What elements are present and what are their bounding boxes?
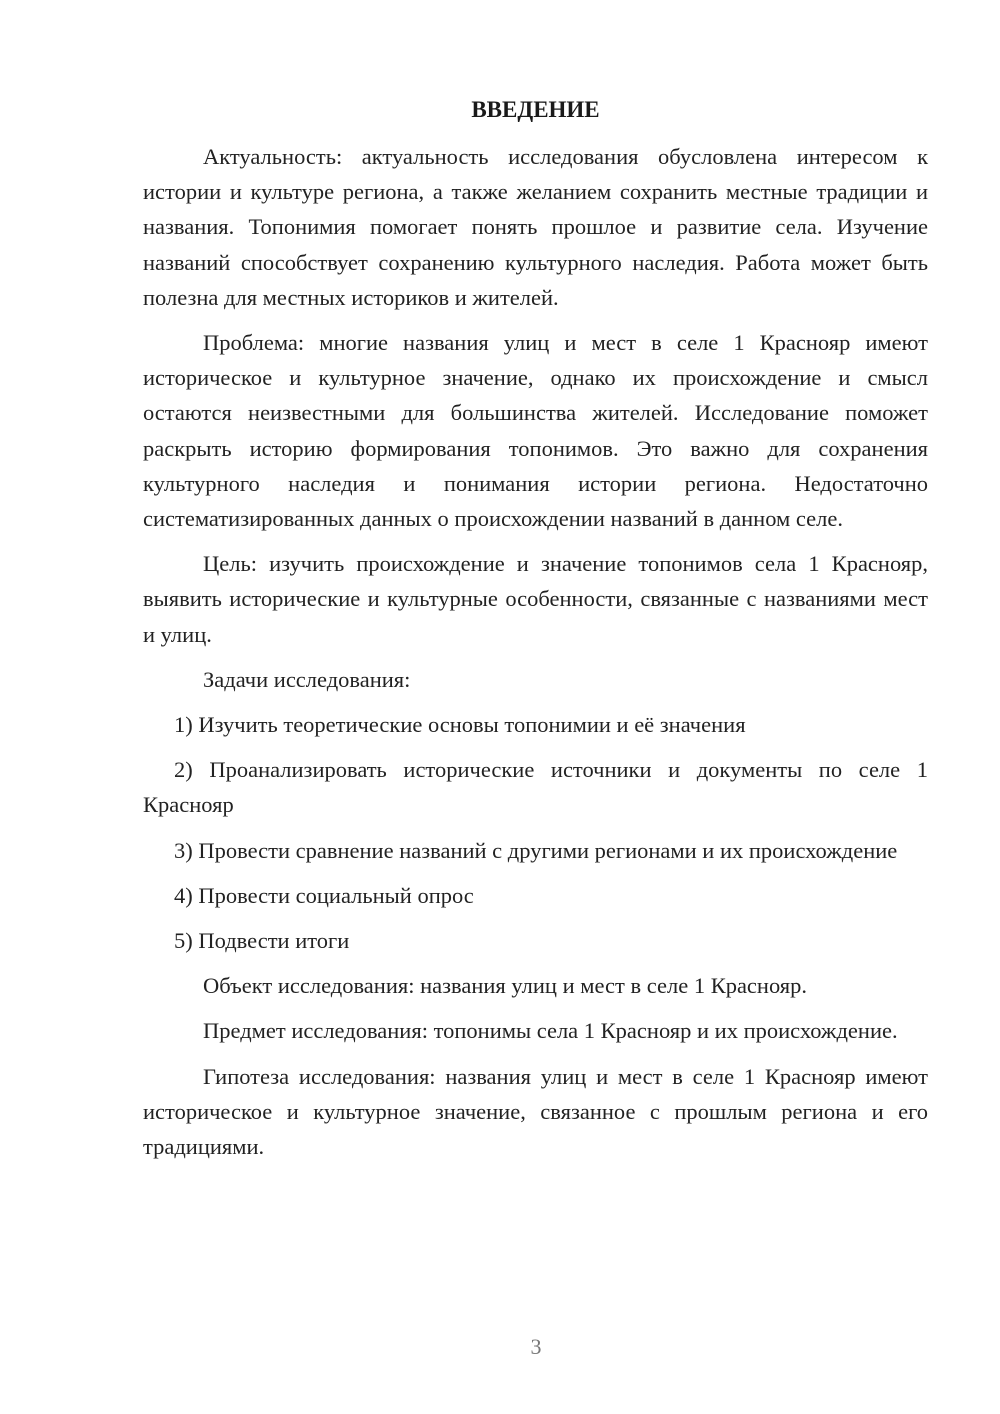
document-page [143, 92, 928, 1164]
paragraph-subject: Предмет исследования: топонимы села 1 Краснояр и их происхождение. [203, 1018, 898, 1044]
paragraph-object: Объект исследования: названия улиц и мест в селе 1 Краснояр. [203, 973, 808, 999]
list-item-task-1: 1) Изучить теоретические основы топонимии и её значения [174, 712, 746, 738]
list-item-task-3: 3) Провести сравнение названий с другими регионами и их происхождение [174, 837, 898, 863]
paragraph-hypothesis: Гипотеза исследования: названия улиц и мест в селе 1 Краснояр имеют историческое и культурное значение, связанное с прошлым региона и его традициями. [143, 1063, 928, 1160]
page-title: ВВЕДЕНИЕ [471, 97, 600, 122]
page-number: 3 [530, 1334, 542, 1359]
paragraph-problem: Проблема: многие названия улиц и мест в селе 1 Краснояр имеют историческое и культурное значение, однако их происхождение и смысл остаются неизвестными для большинства жителей. Исследование поможет раскрыть историю формирования топонимов. Это важно для сохранения культурного наследия и понимания истории региона. Недостаточно систематизированных данных о происхождении названий в данном селе. [143, 330, 928, 532]
list-item-task-5: 5) Подвести итоги [174, 928, 350, 954]
list-item-task-2: 2) Проанализировать исторические источники и документы по селе 1 Краснояр [143, 757, 928, 818]
paragraph-actuality: Актуальность: актуальность исследования обусловлена интересом к истории и культуре региона, а также желанием сохранить местные традиции и названия. Топонимия помогает понять прошлое и развитие села. Изучение названий способствует сохранению культурного наследия. Работа может быть полезна для местных историков и жителей. [143, 144, 928, 310]
paragraph-goal: Цель: изучить происхождение и значение топонимов села 1 Краснояр, выявить исторические и культурные особенности, связанные с названиями мест и улиц. [143, 551, 928, 647]
tasks-heading: Задачи исследования: [203, 666, 411, 692]
list-item-task-4: 4) Провести социальный опрос [174, 882, 474, 908]
